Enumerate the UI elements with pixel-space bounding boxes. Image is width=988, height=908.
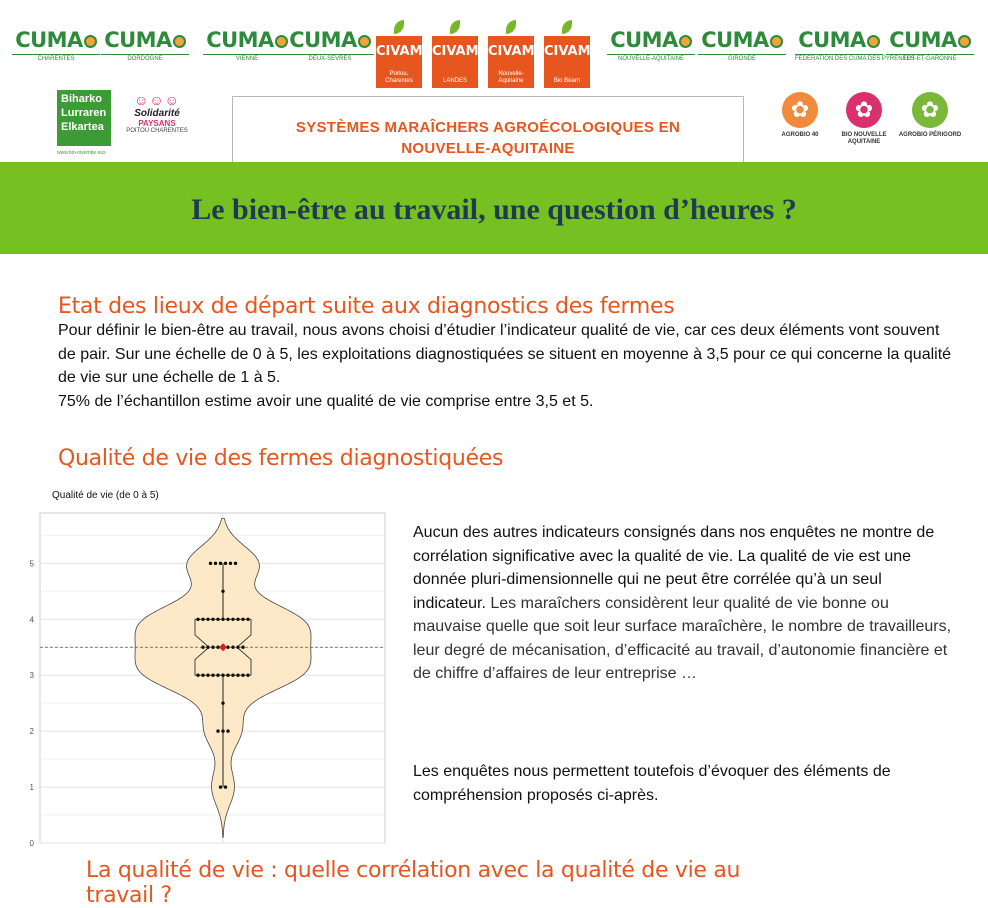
y-tick-label: 5 [29, 559, 34, 569]
cuma-gironde-logo: CUMA GIRONDE [698, 28, 786, 62]
data-point [224, 562, 227, 565]
commentary-detail: Les maraîchers considèrent leur qualité de vie bonne ou mauvaise quelle que soit leur surface maraîchère, le nombre de travailleurs, leur degré de mécanisation, d’efficacité au travail, d’autonomie financière et de chiffre d’affaires de leur entreprise … [413, 594, 952, 682]
flower-icon [912, 92, 948, 128]
data-point [216, 674, 219, 677]
agrobio-40-logo: ✿ AGROBIO 40 [766, 92, 834, 139]
data-point [216, 729, 219, 732]
bio-nouvelle-aquitaine-logo: ✿ BIO NOUVELLE AQUITAINE [830, 92, 898, 146]
people-icon: ☺☺☺ [134, 92, 180, 108]
biharko-url: www.bio-nivembe.eus [57, 150, 106, 156]
data-point [219, 562, 222, 565]
section-heading: Etat des lieux de départ suite aux diagnostics des fermes [58, 294, 675, 319]
data-point [234, 562, 237, 565]
violin-chart [18, 505, 390, 848]
data-point [226, 674, 229, 677]
data-point [201, 674, 204, 677]
partner-logo-row [0, 22, 988, 92]
section-etat-des-lieux [58, 294, 958, 413]
flower-icon [846, 92, 882, 128]
data-point [226, 729, 229, 732]
data-point [241, 674, 244, 677]
data-point [246, 618, 249, 621]
document-title-line1: SYSTÈMES MARAÎCHERS AGROÉCOLOGIQUES EN [295, 119, 681, 136]
data-point [211, 674, 214, 677]
data-point [221, 590, 224, 593]
section-heading: Qualité de vie des fermes diagnostiquées [58, 446, 504, 471]
data-point [219, 785, 222, 788]
document-title-box [232, 96, 744, 170]
data-point [206, 618, 209, 621]
chart-commentary [413, 521, 953, 686]
data-point [221, 729, 224, 732]
data-point [221, 674, 224, 677]
data-point [211, 646, 214, 649]
cuma-pyrenees-logo: CUMA FÉDÉRATION DES CUMA DES PYRÉNÉES [795, 28, 915, 62]
cuma-dordogne-logo: CUMA DORDOGNE [101, 28, 189, 62]
data-point [221, 701, 224, 704]
data-point [206, 674, 209, 677]
data-point [196, 618, 199, 621]
data-point [231, 674, 234, 677]
data-point [246, 674, 249, 677]
data-point [241, 618, 244, 621]
agrobio-perigord-logo: ✿ AGROBIO PÉRIGORD [896, 92, 964, 139]
y-tick-label: 0 [29, 839, 34, 848]
cuma-charentes-logo: CUMA CHARENTES [12, 28, 100, 62]
flower-icon [782, 92, 818, 128]
cuma-nouvelle-aquitaine-logo: CUMA NOUVELLE-AQUITAINE [607, 28, 695, 62]
data-point [231, 646, 234, 649]
section-paragraph: Pour définir le bien-être au travail, nous avons choisi d’étudier l’indicateur qualité de vie, car ces deux éléments vont souvent de pair. Sur une échelle de 0 à 5, les exploitations diagnostiquées se situent en moyenne à 3,5 pour ce qui concerne la qualité de vie sur une échelle de 1 à 5. [58, 322, 952, 386]
data-point [216, 618, 219, 621]
biharko-logo: Biharko Lurraren Elkartea [57, 90, 111, 146]
data-point [221, 618, 224, 621]
y-tick-label: 4 [29, 615, 34, 625]
data-point [226, 618, 229, 621]
data-point [214, 562, 217, 565]
section-qualite-de-vie [58, 446, 958, 471]
civam-bio-bearn-logo: CIVAM Bio Béarn [544, 22, 590, 88]
commentary-main: Aucun des autres indicateurs consignés dans nos enquêtes ne montre de corrélation significative avec la qualité de vie. La qualité de vie est une donnée pluri-dimensionnelle qui ne peut être corrélée qu’à un seul indicateur. [413, 524, 935, 612]
data-point [224, 785, 227, 788]
cuma-vienne-logo: CUMA VIENNE [203, 28, 291, 62]
cuma-lot-et-garonne-logo: CUMA LOT-ET-GARONNE [886, 28, 974, 62]
data-point [236, 674, 239, 677]
data-point [196, 674, 199, 677]
data-point [209, 562, 212, 565]
data-point [206, 646, 209, 649]
data-point [231, 618, 234, 621]
y-tick-label: 1 [29, 783, 34, 793]
page-title: Le bien-être au travail, une question d’heures ? [191, 193, 797, 226]
civam-nouvelle-aquitaine-logo: CIVAM Nouvelle-Aquitaine [488, 22, 534, 88]
civam-landes-logo: CIVAM LANDES [432, 22, 478, 88]
solidarite-paysans-logo: ☺☺☺ Solidarité PAYSANS POITOU CHARENTES [126, 92, 188, 134]
y-tick-label: 3 [29, 671, 34, 681]
section-paragraph: 75% de l’échantillon estime avoir une qualité de vie comprise entre 3,5 et 5. [58, 392, 594, 410]
cuma-deux-sevres-logo: CUMA DEUX-SEVRES [286, 28, 374, 62]
document-title-line2: NOUVELLE-AQUITAINE [401, 140, 575, 157]
civam-poitou-logo: CIVAM Poitou, Charentes [376, 22, 422, 88]
commentary-closing: Les enquêtes nous permettent toutefois d’évoquer des éléments de compréhension proposés ci-après. [413, 763, 891, 804]
data-point [201, 646, 204, 649]
data-point [236, 646, 239, 649]
next-section-heading: La qualité de vie : quelle corrélation avec la qualité de vie au travail ? [86, 858, 741, 908]
data-point [229, 562, 232, 565]
data-point [201, 618, 204, 621]
title-banner [0, 162, 988, 254]
data-point [211, 618, 214, 621]
y-tick-label: 2 [29, 727, 34, 737]
chart-ylabel: Qualité de vie (de 0 à 5) [52, 490, 159, 501]
data-point [241, 646, 244, 649]
data-point [236, 618, 239, 621]
